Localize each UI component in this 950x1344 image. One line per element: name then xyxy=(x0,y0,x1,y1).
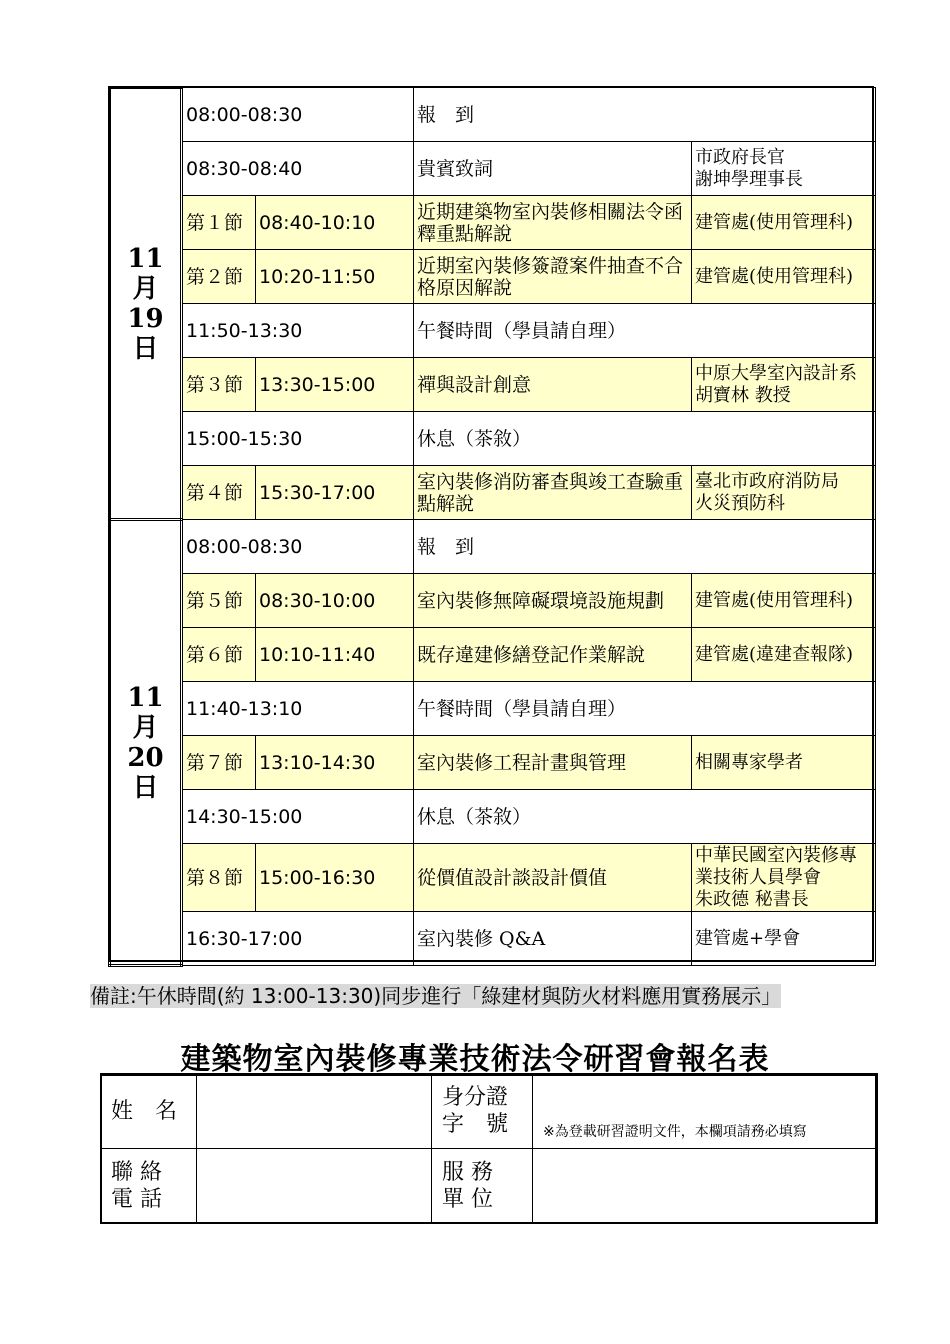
day-label-part: 20 xyxy=(127,742,164,773)
schedule-row xyxy=(110,844,876,912)
topic-cell: 室內裝修工程計畫與管理 xyxy=(414,736,692,790)
topic-cell: 從價值設計談設計價值 xyxy=(414,844,692,912)
schedule-row xyxy=(110,628,876,682)
schedule-row xyxy=(110,88,876,142)
form-title: 建築物室內裝修專業技術法令研習會報名表 xyxy=(180,1042,770,1077)
schedule-row xyxy=(110,358,876,412)
org-field[interactable] xyxy=(533,1149,878,1224)
time-cell: 10:10-11:40 xyxy=(256,628,414,682)
speaker-cell: 建管處(使用管理科) xyxy=(692,574,876,628)
schedule-row xyxy=(110,250,876,304)
schedule-row xyxy=(110,196,876,250)
speaker-cell: 市政府長官 謝坤學理事長 xyxy=(692,142,876,196)
time-cell: 08:30-10:00 xyxy=(256,574,414,628)
topic-cell: 休息（茶敘） xyxy=(414,790,876,844)
time-cell: 16:30-17:00 xyxy=(182,912,414,966)
topic-cell: 近期建築物室內裝修相關法令函釋重點解說 xyxy=(414,196,692,250)
schedule-row xyxy=(110,574,876,628)
registration-form xyxy=(100,1073,878,1224)
topic-cell: 休息（茶敘） xyxy=(414,412,876,466)
speaker-cell: 建管處+學會 xyxy=(692,912,876,966)
phone-field[interactable] xyxy=(197,1149,432,1224)
session-cell: 第８節 xyxy=(182,844,256,912)
day-label-part: 11 xyxy=(127,682,164,713)
topic-cell: 午餐時間（學員請自理） xyxy=(414,304,876,358)
note-text: 備註:午休時間(約 13:00-13:30)同步進行「綠建材與防火材料應用實務展示」 xyxy=(90,984,782,1008)
topic-cell: 既存違建修繕登記作業解說 xyxy=(414,628,692,682)
time-cell: 15:00-16:30 xyxy=(256,844,414,912)
speaker-cell: 中原大學室內設計系 胡寶林 教授 xyxy=(692,358,876,412)
schedule-row xyxy=(110,790,876,844)
time-cell: 14:30-15:00 xyxy=(182,790,414,844)
time-cell: 15:00-15:30 xyxy=(182,412,414,466)
day-label-part: 11 xyxy=(127,243,164,274)
topic-cell: 報 到 xyxy=(414,520,876,574)
topic-cell: 報 到 xyxy=(414,88,876,142)
day-label-20 xyxy=(110,520,182,966)
speaker-cell: 建管處(使用管理科) xyxy=(692,196,876,250)
topic-cell: 近期室內裝修簽證案件抽查不合格原因解說 xyxy=(414,250,692,304)
day-label-part: 月 xyxy=(132,273,159,304)
speaker-cell: 中華民國室內裝修專業技術人員學會 朱政德 秘書長 xyxy=(692,844,876,912)
day-label-part: 日 xyxy=(132,772,159,803)
time-cell: 08:00-08:30 xyxy=(182,520,414,574)
session-cell: 第７節 xyxy=(182,736,256,790)
topic-cell: 貴賓致詞 xyxy=(414,142,692,196)
topic-cell: 午餐時間（學員請自理） xyxy=(414,682,876,736)
topic-cell: 室內裝修消防審查與竣工查驗重點解說 xyxy=(414,466,692,520)
time-cell: 08:30-08:40 xyxy=(182,142,414,196)
session-cell: 第６節 xyxy=(182,628,256,682)
day-label-part: 月 xyxy=(132,712,159,743)
time-cell: 08:40-10:10 xyxy=(256,196,414,250)
time-cell: 15:30-17:00 xyxy=(256,466,414,520)
id-label: 身分證 字 號 xyxy=(432,1074,533,1149)
schedule-row xyxy=(110,142,876,196)
time-cell: 10:20-11:50 xyxy=(256,250,414,304)
time-cell: 11:50-13:30 xyxy=(182,304,414,358)
topic-cell: 禪與設計創意 xyxy=(414,358,692,412)
name-field[interactable] xyxy=(197,1074,432,1149)
session-cell: 第１節 xyxy=(182,196,256,250)
speaker-cell: 建管處(使用管理科) xyxy=(692,250,876,304)
schedule-table xyxy=(108,86,876,967)
org-label: 服 務 單 位 xyxy=(432,1149,533,1224)
day-label-part: 日 xyxy=(132,333,159,364)
schedule-row xyxy=(110,466,876,520)
session-cell: 第５節 xyxy=(182,574,256,628)
session-cell: 第２節 xyxy=(182,250,256,304)
schedule-row xyxy=(110,912,876,966)
speaker-cell: 相關專家學者 xyxy=(692,736,876,790)
note xyxy=(90,983,830,1009)
id-note: ※為登載研習證明文件，本欄項請務必填寫 xyxy=(543,1124,807,1140)
topic-cell: 室內裝修無障礙環境設施規劃 xyxy=(414,574,692,628)
schedule-row xyxy=(110,304,876,358)
time-cell: 13:10-14:30 xyxy=(256,736,414,790)
speaker-cell: 臺北市政府消防局 火災預防科 xyxy=(692,466,876,520)
schedule-row xyxy=(110,520,876,574)
name-label: 姓 名 xyxy=(101,1074,197,1149)
phone-label: 聯 絡 電 話 xyxy=(101,1149,197,1224)
schedule-row xyxy=(110,736,876,790)
day-label-part: 19 xyxy=(127,303,164,334)
session-cell: 第３節 xyxy=(182,358,256,412)
time-cell: 08:00-08:30 xyxy=(182,88,414,142)
time-cell: 13:30-15:00 xyxy=(256,358,414,412)
session-cell: 第４節 xyxy=(182,466,256,520)
schedule-row xyxy=(110,412,876,466)
speaker-cell: 建管處(違建查報隊) xyxy=(692,628,876,682)
id-field[interactable] xyxy=(533,1074,878,1149)
topic-cell: 室內裝修 Q&A xyxy=(414,912,692,966)
day-label-19 xyxy=(110,88,182,520)
schedule-row xyxy=(110,682,876,736)
time-cell: 11:40-13:10 xyxy=(182,682,414,736)
